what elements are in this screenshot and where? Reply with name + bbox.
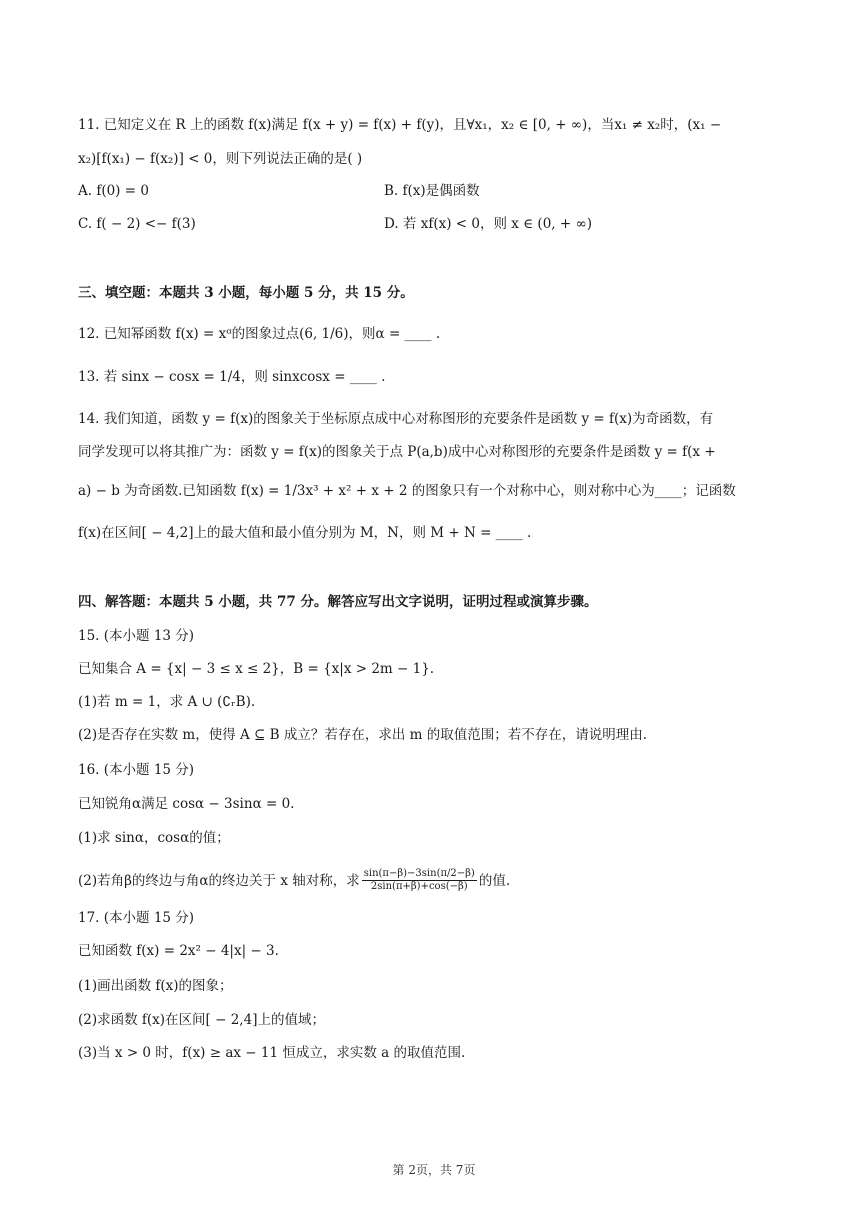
q16-stem: 已知锐角α满足 cosα − 3sinα = 0. <box>78 796 295 812</box>
q16-fraction-numerator: sin(π−β)−3sin(π/2−β) <box>363 868 475 879</box>
q15-part-2: (2)是否存在实数 m，使得 A ⊆ B 成立？若存在，求出 m 的取值范围；若不存在，请说明理由. <box>78 727 648 743</box>
section-3-heading: 三、填空题：本题共 3 小题，每小题 5 分，共 15 分。 <box>78 285 414 301</box>
q11-option-c: C. f( − 2) <− f(3) <box>78 216 196 232</box>
q11-line-1: 11. 已知定义在 R 上的函数 f(x)满足 f(x + y) = f(x) + f(y)，且∀x₁，x₂ ∈ [0, + ∞)，当x₁ ≠ x₂时，(x₁ − <box>78 117 722 133</box>
q17-part-2: (2)求函数 f(x)在区间[ − 2,4]上的值域； <box>78 1012 325 1028</box>
q15-stem: 已知集合 A = {x| − 3 ≤ x ≤ 2}，B = {x|x > 2m − 1}. <box>78 661 435 677</box>
q16-heading: 16. (本小题 15 分) <box>78 762 195 778</box>
q11-option-b: B. f(x)是偶函数 <box>384 183 480 199</box>
q16-fraction <box>362 868 477 893</box>
q15-heading: 15. (本小题 13 分) <box>78 628 195 644</box>
q11-option-a: A. f(0) = 0 <box>78 183 149 199</box>
q14-line-1: 14. 我们知道，函数 y = f(x)的图象关于坐标原点成中心对称图形的充要条件是函数 y = f(x)为奇函数，有 <box>78 411 714 427</box>
q17-part-3: (3)当 x > 0 时，f(x) ≥ ax − 11 恒成立，求实数 a 的取值范围. <box>78 1045 466 1061</box>
q16-part-2-text: (2)若角β的终边与角α的终边关于 x 轴对称，求 <box>78 872 360 889</box>
q11-option-d: D. 若 xf(x) < 0，则 x ∈ (0, + ∞) <box>384 216 592 232</box>
q17-heading: 17. (本小题 15 分) <box>78 910 195 926</box>
q15-part-1: (1)若 m = 1，求 A ∪ (∁ᵣB). <box>78 694 256 710</box>
q11-line-2: x₂)[f(x₁) − f(x₂)] < 0，则下列说法正确的是( ) <box>78 151 363 167</box>
q14-line-4: f(x)在区间[ − 4,2]上的最大值和最小值分别为 M，N，则 M + N = ____ . <box>78 525 532 541</box>
q16-part-2-suffix: 的值. <box>478 872 511 889</box>
page-footer: 第 2页，共 7页 <box>392 1163 476 1177</box>
q16-part-2 <box>78 868 510 893</box>
q12: 12. 已知幂函数 f(x) = xᵅ的图象过点(6, 1/6)，则α = ____ . <box>78 326 441 342</box>
section-4-heading: 四、解答题：本题共 5 小题，共 77 分。解答应写出文字说明，证明过程或演算步骤。 <box>78 594 598 610</box>
q14-line-3: a) − b 为奇函数.已知函数 f(x) = 1/3x³ + x² + x + 2 的图象只有一个对称中心，则对称中心为____；记函数 <box>78 483 736 499</box>
q16-part-1: (1)求 sinα，cosα的值； <box>78 830 230 846</box>
q14-line-2: 同学发现可以将其推广为：函数 y = f(x)的图象关于点 P(a,b)成中心对称图形的充要条件是函数 y = f(x + <box>78 444 716 460</box>
q16-fraction-denominator: 2sin(π+β)+cos(−β) <box>370 881 468 892</box>
q13: 13. 若 sinx − cosx = 1/4，则 sinxcosx = ____ . <box>78 369 386 385</box>
q17-stem: 已知函数 f(x) = 2x² − 4|x| − 3. <box>78 943 279 959</box>
q17-part-1: (1)画出函数 f(x)的图象； <box>78 978 233 994</box>
